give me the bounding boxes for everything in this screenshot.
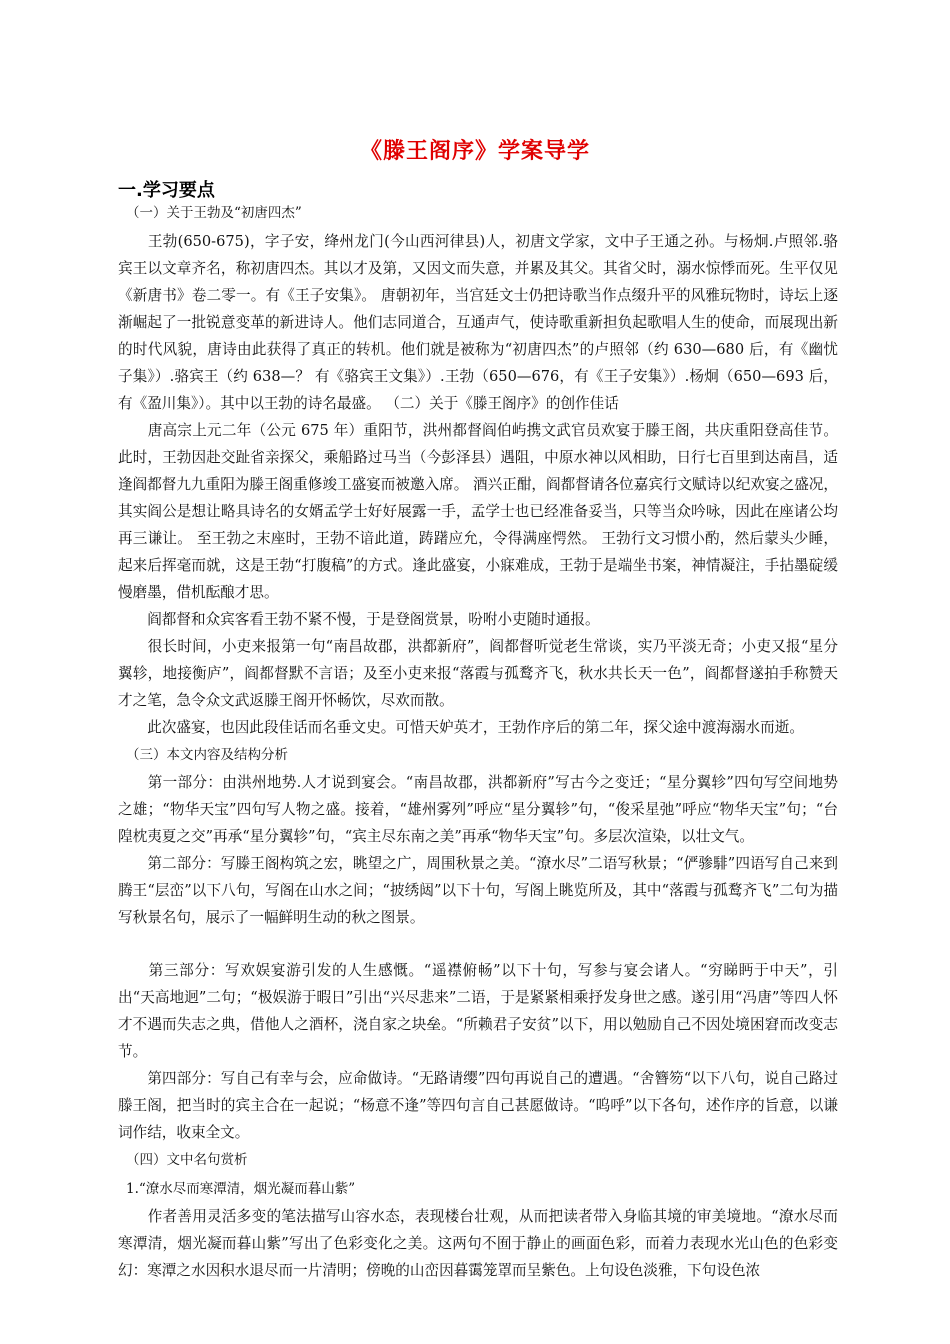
subheading-structure: （三）本文内容及结构分析 — [126, 746, 288, 763]
paragraph-part-four — [118, 1065, 838, 1146]
page-title: 《滕王阁序》学案导学 — [359, 139, 590, 164]
paragraph-text: 阎都督和众宾客看王勃不紧不慢，于是登阁赏景，吩咐小吏随时通报。 — [147, 610, 600, 628]
paragraph-viewing — [118, 606, 838, 633]
paragraph-text: 第二部分：写滕王阁构筑之宏，眺望之广，周围秋景之美。“潦水尽”二语写秋景；“俨骖騑”四语写自己来到腾王“层峦”以下八句，写阁在山水之间；“披绣闼”以下十句，写阁上眺览所及，其中“落霞与孤鹜齐飞”二句为描写秋景名句，展示了一幅鲜明生动的秋之图景。 — [118, 855, 838, 926]
paragraph-text: 王勃(650-675)，字子安，绛州龙门(今山西河律县)人，初唐文学家，文中子王通之孙。与杨炯.卢照邻.骆宾王以文章齐名，称初唐四杰。其以才及第，又因文而失意，并累及其父。其省父时，溺水惊悸而死。生平仅见《新唐书》卷二零一。有《王子安集》。 唐朝初年，当宫廷文士仍把诗歌当作点缀升平的风雅玩物时，诗坛上逐渐崛起了一批锐意变革的新进诗人。他们志同道合，互通声气，使诗歌重新担负起歌唱人生的使命，而展现出新的时代风貌，唐诗由此获得了真正的转机。他们就是被称为“初唐四杰”的卢照邻（约 630—680 后，有《幽忧子集》）.骆宾王（约 638—？ 有《骆宾王文集》）.王勃（650—676，有《王子安集》）.杨炯（650—693 后，有《盈川集》）。其中以王勃的诗名最盛。 （二）关于《滕王阁序》的创作佳话 — [118, 232, 838, 412]
paragraph-text: 唐高宗上元二年（公元 675 年）重阳节，洪州都督阎伯屿携文武官员欢宴于滕王阁，共庆重阳登高佳节。此时，王勃因赴交趾省亲探父，乘船路过马当（今彭泽县）遇阻，中原水神以风相助，日行七百里到达南昌，适逢阎都督九九重阳为滕王阁重修竣工盛宴而被邀入席。 酒兴正酣，阎都督请各位嘉宾行文赋诗以纪欢宴之盛况，其实阎公是想让略具诗名的女婿孟学士好好展露一手，孟学士也已经准备妥当，只等当众吟咏，因此在座诸公均再三谦让。 至王勃之末座时，王勃不谙此道，踌躇应允，令得满座愕然。 王勃行文习惯小酌，然后蒙头少睡，起来后挥毫而就，这是王勃“打腹稿”的方式。逢此盛宴，小寐难成，王勃于是端坐书案，神情凝注，手拈墨碇缓慢磨墨，借机酝酿才思。 — [118, 421, 838, 601]
paragraph-text: 很长时间，小吏来报第一句“南昌故郡，洪都新府”，阎都督听觉老生常谈，实乃平淡无奇；小吏又报“星分翼轸，地接衡庐”，阎都督默不言语；及至小吏来报“落霞与孤鹜齐飞，秋水共长天一色”，阎都督遂拍手称赞天才之笔，急令众文武返滕王阁开怀畅饮，尽欢而散。 — [118, 637, 838, 709]
subheading-famous-lines: （四）文中名句赏析 — [126, 1152, 248, 1168]
paragraph-part-two — [118, 850, 838, 931]
section-heading: 一.学习要点 — [118, 180, 215, 201]
paragraph-legacy — [118, 714, 838, 741]
paragraph-text: 此次盛宴，也因此段佳话而名垂文史。可惜天妒英才，王勃作序后的第二年，探父途中渡海溺水而逝。 — [147, 718, 804, 736]
paragraph-report — [118, 633, 838, 714]
spacer — [118, 931, 838, 957]
paragraph-quote-analysis — [118, 1203, 838, 1284]
paragraph-text: 第四部分：写自己有幸与会，应命做诗。“无路请缨”四句再说自己的遭遇。“舍簪笏“以下八句，说自己路过滕王阁，把当时的宾主合在一起说；“杨意不逢”等四句言自己甚愿做诗。“呜呼”以下各句，述作序的旨意，以谦词作结，收束全文。 — [118, 1070, 838, 1141]
paragraph-text: 作者善用灵活多变的笔法描写山容水态，表现楼台壮观，从而把读者带入身临其境的审美境地。“潦水尽而寒潭清，烟光凝而暮山紫”写出了色彩变化之美。这两句不囿于静止的画面色彩，而着力表现水光山色的色彩变幻：寒潭之水因积水退尽而一片清明；傍晚的山峦因暮霭笼罩而呈紫色。上句设色淡雅，下句设色浓 — [118, 1208, 838, 1279]
paragraph-creation-story — [118, 417, 838, 606]
document-body — [118, 199, 838, 1284]
subheading-wang-bo: （一）关于王勃及“初唐四杰” — [126, 205, 302, 221]
paragraph-part-one — [118, 769, 838, 850]
paragraph-wang-bo — [118, 228, 838, 417]
paragraph-part-three — [118, 957, 838, 1065]
paragraph-text: 第三部分：写欢娱宴游引发的人生感慨。“遥襟俯畅”以下十句，写参与宴会诸人。“穷睇眄于中天”，引出“天高地迥”二句；“极娱游于暇日”引出“兴尽悲来”二语，于是紧紧相乘抒发身世之感。遂引用“冯唐”等四人怀才不遇而失志之典，借他人之酒杯，浇自家之块垒。“所赖君子安贫”以下，用以勉励自己不因处境困窘而改变志节。 — [118, 962, 838, 1060]
paragraph-text: 第一部分：由洪州地势.人才说到宴会。“南昌故郡，洪都新府”写古今之变迁；“星分翼轸”四句写空间地势之雄；“物华天宝”四句写人物之盛。接着，“雄州雾列”呼应“星分翼轸”句，“俊采星弛”呼应“物华天宝”句；“台隍枕夷夏之交”再承“星分翼轸”句，“宾主尽东南之美”再承“物华天宝”句。多层次渲染，以壮文气。 — [118, 774, 838, 845]
quote-heading: 1.“潦水尽而寒潭清，烟光凝而暮山紫” — [126, 1180, 356, 1197]
